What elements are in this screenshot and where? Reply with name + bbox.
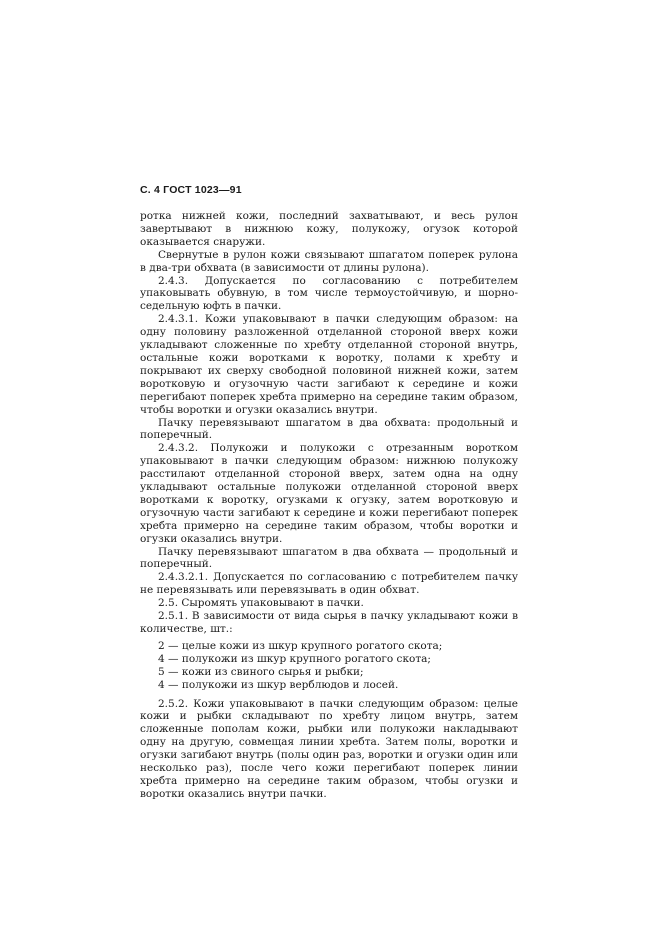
page-header: С. 4 ГОСТ 1023—91 [140, 184, 242, 196]
list-item: 4 — полукожи из шкур верблюдов и лосей. [158, 678, 399, 691]
paragraph-2-5-1: 2.5.1. В зависимости от вида сырья в пачку укладывают кожи в количестве, шт.: [140, 610, 518, 635]
list-item: 5 — кожи из свиного сырья и рыбки; [158, 665, 364, 678]
paragraph-2-4-3: 2.4.3. Допускается по согласованию с потребителем упаковывать обувную, в том числе термоустойчивую, и шорно-седельную юфть в пачки. [140, 274, 518, 313]
document-body [140, 210, 518, 801]
list-item: 2 — целые кожи из шкур крупного рогатого скота; [158, 639, 443, 652]
list-item: 4 — полукожи из шкур крупного рогатого скота; [158, 652, 431, 665]
paragraph-bundle-tie-1: Пачку перевязывают шпагатом в два обхвата: продольный и поперечный. [140, 416, 518, 442]
paragraph-2-4-3-2: 2.4.3.2. Полукожи и полукожи с отрезанным воротком упаковывают в пачки следующим образом: нижнюю полукожу расстилают отделанной стороной вверх, затем одна на одну укладывают остальные полукожи отделанной стороной вверх воротками к воротку, огузками к огузку, затем воротковую и огузочную части загибают к середине и кожи перегибают поперек хребта примерно на середине таким образом, чтобы воротки и огузки оказались внутри. [140, 442, 518, 545]
paragraph-2-4-3-2-1: 2.4.3.2.1. Допускается по согласованию с потребителем пачку не перевязывать или перевязывать в один обхват. [140, 571, 518, 597]
paragraph-rolls-tied: Свернутые в рулон кожи связывают шпагатом поперек рулона в два-три обхвата (в зависимости от длины рулона). [140, 248, 518, 274]
paragraph-2-5: 2.5. Сыромять упаковывают в пачки. [158, 597, 364, 610]
paragraph-continuation: ротка нижней кожи, последний захватывают, и весь рулон завертывают в нижнюю кожу, полукожу, огузок которой оказывается снаружи. [140, 210, 518, 248]
quantity-list [140, 640, 518, 692]
paragraph-2-5-2: 2.5.2. Кожи упаковывают в пачки следующим образом: целые кожи и рыбки складывают по хребту лицом внутрь, затем сложенные пополам кожи, рыбки или полукожи накладывают одну на другую, совмещая линии хребта. Затем полы, воротки и огузки загибают внутрь (полы один раз, воротки и огузки один или несколько раз), после чего кожи перегибают поперек линии хребта примерно на середине таким образом, чтобы огузки и воротки оказались внутри пачки. [140, 697, 518, 800]
paragraph-2-4-3-1: 2.4.3.1. Кожи упаковывают в пачки следующим образом: на одну половину разложенной отделанной стороной вверх кожи укладывают сложенные по хребту отделанной стороной внутрь, остальные кожи воротками к воротку, полами к хребту и покрывают их сверху свободной половиной нижней кожи, затем воротковую и огузочную части загибают к середине и кожи перегибают поперек хребта примерно на середине таким образом, чтобы воротки и огузки оказались внутри. [140, 313, 518, 416]
paragraph-bundle-tie-2: Пачку перевязывают шпагатом в два обхвата — продольный и поперечный. [140, 545, 518, 571]
